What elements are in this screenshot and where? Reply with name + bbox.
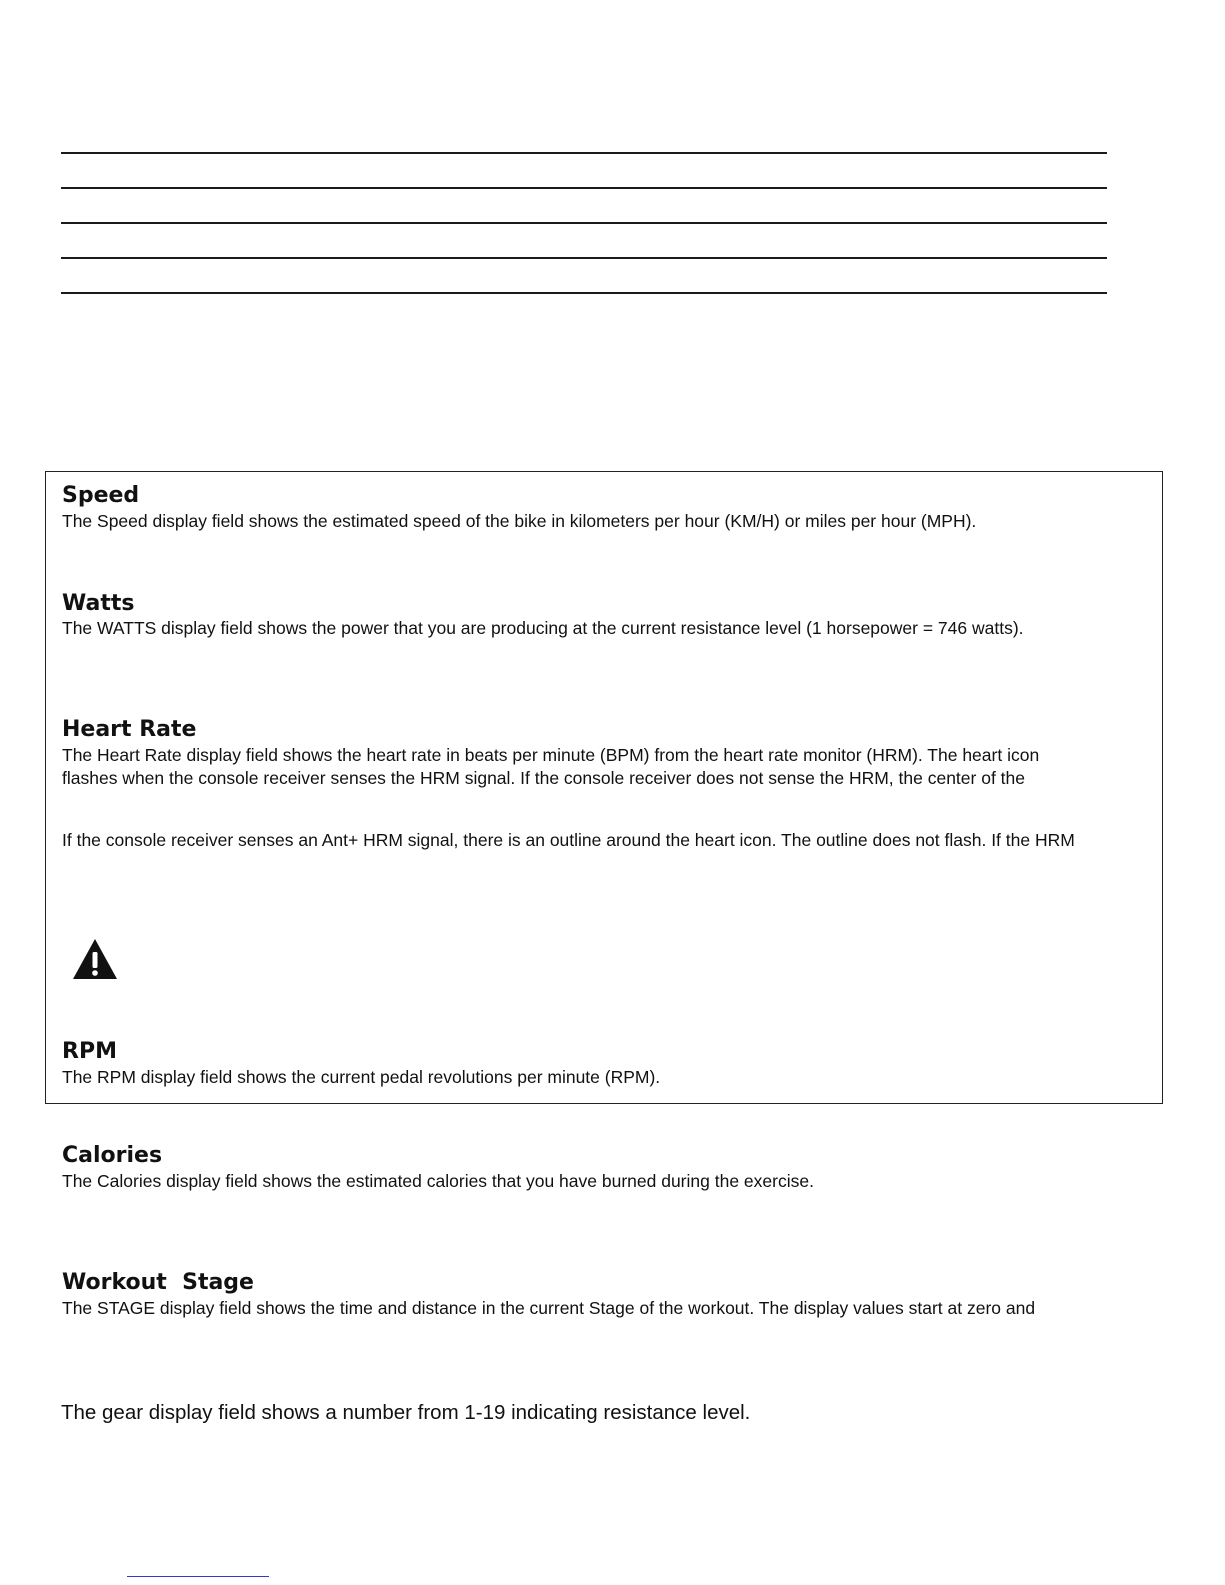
gear-description: The gear display field shows a number from 1-19 indicating resistance level.: [61, 1401, 751, 1424]
heart-rate-description-line-1: The Heart Rate display field shows the heart rate in beats per minute (BPM) from the heart rate monitor (HRM). The heart icon: [62, 745, 1040, 765]
heart-rate-ant-description: If the console receiver senses an Ant+ HRM signal, there is an outline around the heart icon. The outline does not flash. If the HRM: [62, 830, 1075, 850]
workout-stage-heading: Workout Stage: [62, 1270, 254, 1295]
divider-line-4: [61, 257, 1107, 259]
calories-description: The Calories display field shows the estimated calories that you have burned during the exercise.: [62, 1171, 814, 1191]
divider-line-1: [61, 152, 1107, 154]
workout-stage-description: The STAGE display field shows the time and distance in the current Stage of the workout. The display values start at zero and: [62, 1298, 1036, 1318]
speed-description: The Speed display field shows the estimated speed of the bike in kilometers per hour (KM/H) or miles per hour (MPH).: [62, 511, 977, 531]
divider-line-3: [61, 222, 1107, 224]
calories-heading: Calories: [62, 1143, 163, 1168]
rpm-description: The RPM display field shows the current pedal revolutions per minute (RPM).: [62, 1067, 661, 1087]
watts-heading: Watts: [62, 591, 135, 616]
divider-line-5: [61, 292, 1107, 294]
rpm-heading: RPM: [62, 1039, 117, 1064]
heart-rate-heading: Heart Rate: [62, 717, 197, 742]
divider-line-2: [61, 187, 1107, 189]
footer-link-underline[interactable]: [127, 1576, 269, 1577]
watts-description: The WATTS display field shows the power that you are producing at the current resistance level (1 horsepower = 746 watts).: [62, 618, 1024, 638]
speed-heading: Speed: [62, 483, 140, 508]
heart-rate-description-line-2: flashes when the console receiver senses the HRM signal. If the console receiver does not sense the HRM, the center of the: [62, 768, 1026, 788]
warning-triangle-icon: [72, 938, 118, 980]
